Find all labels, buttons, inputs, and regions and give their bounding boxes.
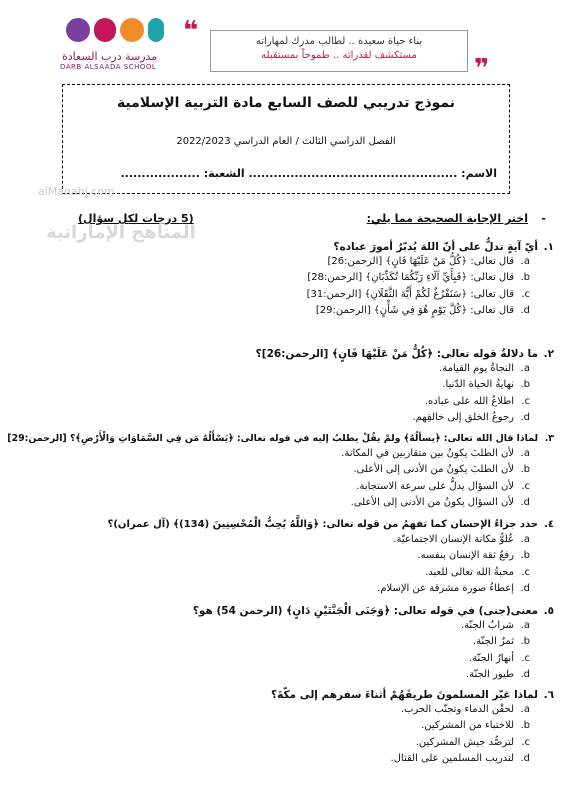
option-c[interactable]: c.محبةُ الله تعالى للعبد. <box>425 566 530 578</box>
option-c[interactable]: c.أنهارُ الجنّة. <box>468 652 530 664</box>
question-stem: لماذا غيّر المسلمونَ طريقَهُمْ أثناءَ سفرهم إلى مكّةَ؟ <box>270 689 538 701</box>
exam-semester: الفصل الدراسي الثالث / العام الدراسي 2022/2023 <box>176 136 396 147</box>
student-name-field: الاسم: .................................................. الشعبة: ................... <box>120 167 497 180</box>
question-number: ٣. <box>544 433 554 444</box>
option-d[interactable]: d.طيور الجنّة. <box>466 668 530 680</box>
quote-mark-open-icon: ❝ <box>183 16 199 46</box>
watermark-brand: المناهج الإماراتية <box>46 222 196 243</box>
option-c[interactable]: c.لترصُّد جيش المشركين. <box>415 736 530 748</box>
option-b[interactable]: b.للاختباء من المشركين. <box>421 720 530 732</box>
question-2 <box>34 347 554 426</box>
question-number: ٤. <box>544 519 554 530</box>
option-c[interactable]: c.قال تعالى: ﴿سَنَفْرُغُ لَكُمْ أَيُّهَ الثَّقَلَانِ﴾ [الرحمن:31] <box>306 288 530 300</box>
exam-header-box <box>62 84 510 194</box>
motto-line-1: بناء حياة سعيدة .. لطالب مدرك لمهاراته <box>255 36 423 47</box>
instruction-text: اختر الإجابة الصحيحة مما يلي: <box>366 212 528 225</box>
option-d[interactable]: d.إعطاءُ صورة مشرقة عن الإسلام. <box>377 582 530 594</box>
option-d[interactable]: d.لتدريب المسلمين على القتال. <box>390 752 530 764</box>
instruction-dash: - <box>541 212 546 225</box>
option-a[interactable]: a.عُلوُّ مكانة الإنسان الاجتماعيّة. <box>393 534 530 545</box>
watermark-site: alManahj.com <box>38 185 115 198</box>
option-b[interactable]: b.نهايةُ الحياة الدّنيا. <box>442 379 530 391</box>
question-number: ٢. <box>543 348 554 360</box>
option-b[interactable]: b.رفعُ ثقة الإنسان بنفسه. <box>417 550 530 562</box>
option-a[interactable]: a.شرابُ الجنّة. <box>460 620 530 631</box>
school-name-english: DARB ALSAADA SCHOOL <box>60 63 157 71</box>
school-name-arabic: مدرسة درب السعادة <box>62 50 158 63</box>
motto-line-2: مستكشف لقدراته .. طموحاً بمستقبله <box>261 50 417 61</box>
question-6 <box>34 688 554 767</box>
option-a[interactable]: a.النجاةُ يوم القيامة. <box>439 363 530 374</box>
question-stem: ما دلالةُ قوله تعالى: ﴿كُلُّ مَنْ عَلَيْهَا فَانٍ﴾ [الرحمن:26]؟ <box>255 348 538 360</box>
option-a[interactable]: a.لحقْن الدماء وتجنّب الحرب. <box>400 704 530 715</box>
option-d[interactable]: d.لأن السؤال يكونُ من الأدنى إلى الأعلى. <box>350 496 530 508</box>
question-stem: معنى(جنى) في قوله تعالى: ﴿وَجَنَى الْجَنَّتَيْنِ دَانٍ﴾ (الرحمن 54) هو؟ <box>192 605 538 617</box>
option-a[interactable]: a.قال تعالى: ﴿كُلُّ مَنْ عَلَيْهَا فَانٍ﴾ [الرحمن:26] <box>327 256 530 267</box>
question-stem: لماذا قال الله تعالى: ﴿يسألُهُ﴾ ولمْ يقُلْ يطلبُ إليه في قوله تعالى: ﴿يَسْأَلُهُ مَن فِي السَّمَاوَاتِ وَالْأَرْضِ﴾؟ [الرحمن:29] <box>7 433 538 444</box>
quote-mark-close-icon: ❞ <box>474 54 490 84</box>
question-3 <box>7 432 554 511</box>
option-b[interactable]: b.قال تعالى: ﴿فَبِأَيِّ آلَاءِ رَبِّكُمَا تُكَذِّبَانِ﴾ [الرحمن:28] <box>307 272 530 284</box>
question-number: ٥. <box>543 605 554 617</box>
school-motto-box <box>210 30 468 72</box>
instruction-row <box>78 212 546 230</box>
exam-title: نموذج تدريبي للصف السابع مادة التربية الإسلامية <box>116 95 456 111</box>
question-4 <box>34 518 554 597</box>
question-number: ٦. <box>543 689 554 701</box>
question-5 <box>34 604 554 683</box>
option-b[interactable]: b.ثمرُ الجنّة. <box>472 636 530 648</box>
option-b[interactable]: b.لأن الطلبَ يكونُ من الأدنى إلى الأعلى. <box>353 464 530 476</box>
option-d[interactable]: d.قال تعالى: ﴿كُلَّ يَوْمٍ هُوَ فِي شَأْنٍ﴾ [الرحمن:29] <box>315 304 530 316</box>
marks-per-question: (5 درجات لكل سؤال) <box>78 212 194 225</box>
option-c[interactable]: c.اطلاعُ الله على عباده. <box>424 395 530 407</box>
option-c[interactable]: c.لأن السؤال يدلُّ على سرعة الاستجابة. <box>356 480 530 492</box>
question-stem: حدد جزاءُ الإحسان كما تفهمُ من قوله تعالى: ﴿وَاللَّهُ يُحِبُّ الْمُحْسِنِينَ (134)﴾ (آل عمران)؟ <box>107 519 538 530</box>
question-stem: أيّ آيةٍ تدلُّ على أنّ اللهَ يُدبّرُ أمورَ عباده؟ <box>333 241 538 253</box>
option-a[interactable]: a.لأن الطلبَ يكونُ بين متقاربين في المكانة. <box>341 448 530 459</box>
option-d[interactable]: d.رجوعُ الخلق إلى خالقِهم. <box>412 411 530 423</box>
question-number: ١. <box>543 241 554 253</box>
question-1 <box>34 240 554 319</box>
